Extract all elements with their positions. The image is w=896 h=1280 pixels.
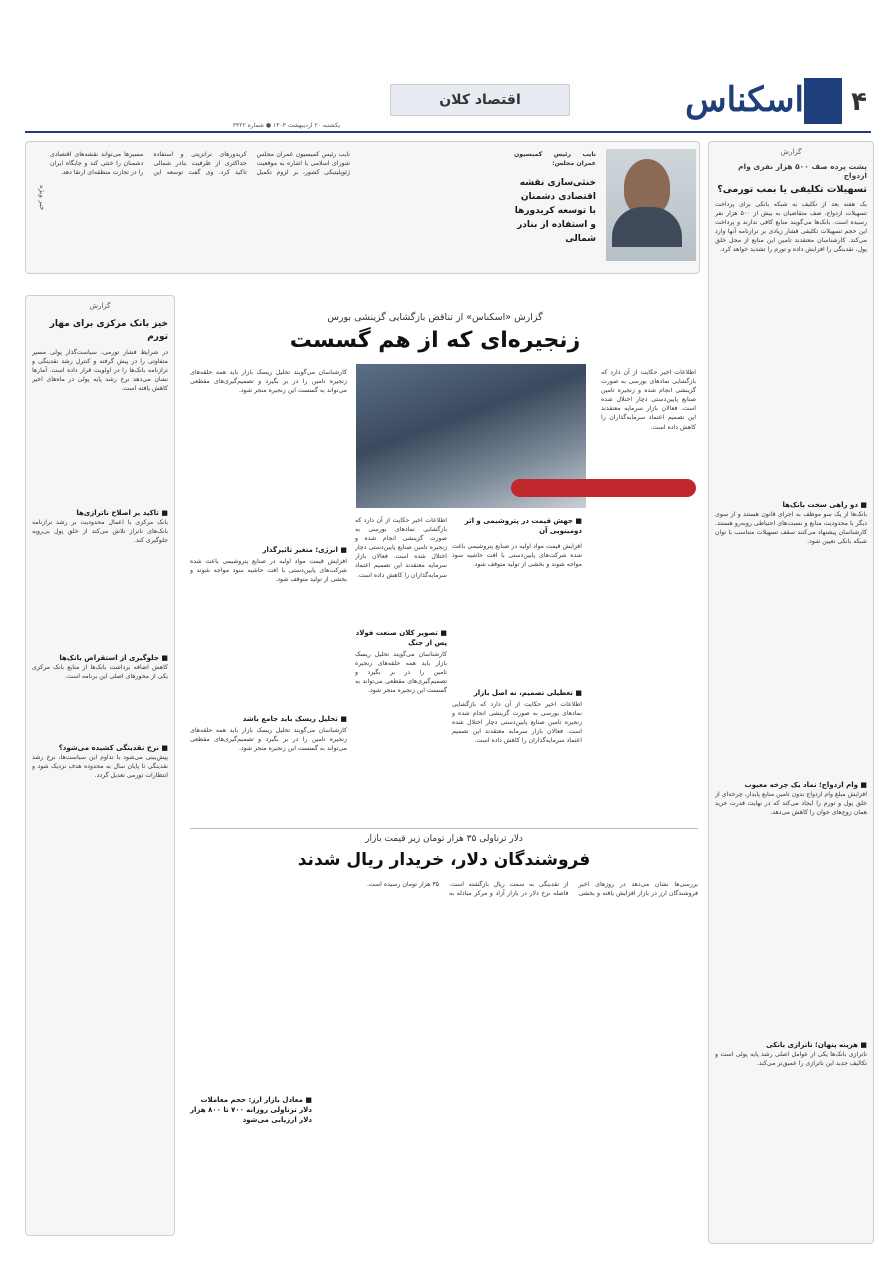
dateline: یکشنبه ۲۰ اردیبهشت ۱۴۰۳ ● شماره ۳۳۲۲ — [232, 122, 340, 129]
article-body: بانک‌ها از یک سو موظف به اجرای قانون هستند و از سوی دیگر با محدودیت منابع و نسبت‌های احتیاطی روبه‌رو هستند. کارشناسان پیشنهاد می‌کنند سقف تسهیلات متناسب با توان شبکه بانکی تعیین شود. — [715, 511, 867, 546]
article-body: پیش‌بینی می‌شود با تداوم این سیاست‌ها، نرخ رشد نقدینگی تا پایان سال به محدوده هدف نزدیک شود و انتظارات تورمی تعدیل گردد. — [32, 754, 168, 780]
article-subhead: ■ نرخ نقدینگی کشیده می‌شود؟ — [58, 744, 168, 752]
article-subhead: ■ وام ازدواج؛ نماد یک چرخه معیوب — [744, 781, 867, 789]
interview-body: نایب رئیس کمیسیون عمران مجلس شورای اسلامی با اشاره به موقعیت ژئوپلیتیکی کشور، بر لزوم تکمیل کریدورهای ترانزیتی و استفاده حداکثری از ظرفیت بنادر شمالی تاکید کرد. وی گفت توسعه این مسیرها می‌تواند نقشه‌های اقتصادی دشمنان را خنثی کند و جایگاه ایران را در تجارت منطقه‌ای ارتقا دهد. — [50, 151, 350, 177]
article-body: ناترازی بانک‌ها یکی از عوامل اصلی رشد پایه پولی است و تکالیف جدید این ناترازی را عمیق‌تر می‌کند. — [715, 1051, 867, 1068]
page-number: ۴ — [851, 87, 867, 117]
side-label: خبر ویژه — [38, 184, 46, 210]
feature-col-text: کارشناسان می‌گویند تحلیل ریسک بازار باید همه حلقه‌های زنجیره تامین را در بر بگیرد و تصمیم‌گیری‌های مقطعی می‌تواند به گسست این زنجیره منجر شود. — [355, 651, 447, 695]
feature-col-text: اطلاعات اخیر حکایت از آن دارد که بازگشایی نمادهای بورسی به صورت گزینشی انجام شده و زنجیره تامین صنایع پایین‌دستی دچار اختلال شده است. فعالان بازار سرمایه معتقدند این تصمیم اعتماد سرمایه‌گذاران را کاهش داده است. — [355, 517, 447, 579]
feature-col-text: اطلاعات اخیر حکایت از آن دارد که بازگشایی نمادهای بورسی به صورت گزینشی انجام شده و زنجیره تامین صنایع پایین‌دستی دچار اختلال شده است. فعالان بازار سرمایه معتقدند این تصمیم اعتماد سرمایه‌گذاران را کاهش داده است. — [452, 701, 582, 745]
article-subhead: ■ دو راهی سخت بانک‌ها — [782, 501, 867, 509]
bottom-headline: فروشندگان دلار، خریدار ریال شدند — [297, 850, 591, 870]
interview-caption — [514, 150, 596, 246]
masthead-logo: اسکناس — [685, 80, 804, 120]
article-headline: تسهیلات تکلیفی یا بمب تورمی؟ — [717, 184, 867, 195]
article-subhead: ■ هزینه پنهان؛ ناترازی بانکی — [766, 1041, 867, 1049]
feature-photo — [356, 364, 586, 508]
bottom-kicker: دلار ترناولی ۳۵ هزار تومان زیر قیمت بازار — [365, 834, 523, 844]
article-subhead: ■ تاکید بر اصلاح ناترازی‌ها — [76, 509, 168, 517]
article-body: کاهش اضافه برداشت بانک‌ها از منابع بانک مرکزی یکی از محورهای اصلی این برنامه است. — [32, 664, 168, 681]
header-rule — [25, 131, 871, 133]
right-report-box — [708, 141, 874, 1244]
feature-col-text: اطلاعات اخیر حکایت از آن دارد که بازگشایی نمادهای بورسی به صورت گزینشی انجام شده و زنجیره تامین صنایع پایین‌دستی دچار اختلال شده است. فعالان بازار سرمایه معتقدند این تصمیم اعتماد سرمایه‌گذاران را کاهش داده است. — [601, 369, 696, 431]
feature-subhead: ■ جهش قیمت در پتروشیمی و اثر دومینویی آن — [464, 517, 582, 535]
feature-subhead: ■ انرژی؛ متغیر تاثیرگذار — [262, 546, 347, 554]
feature-subhead: ■ تعطیلی تصمیم، نه اصل بازار — [473, 689, 582, 697]
article-subhead: ■ جلوگیری از استقراض بانک‌ها — [59, 654, 168, 662]
feature-col-text: افزایش قیمت مواد اولیه در صنایع پتروشیمی باعث شده شرکت‌های پایین‌دستی با افت حاشیه سود مواجه شوند و بخشی از تولید متوقف شود. — [452, 543, 582, 569]
report-tag: گزارش — [89, 302, 111, 310]
logo-badge — [804, 78, 842, 124]
section-title: اقتصاد کلان — [390, 84, 570, 116]
feature-col-text: کارشناسان می‌گویند تحلیل ریسک بازار باید همه حلقه‌های زنجیره تامین را در بر بگیرد و تصمیم‌گیری‌های مقطعی می‌تواند به گسست این زنجیره منجر شود. — [190, 727, 347, 753]
portrait-body — [612, 207, 682, 247]
interview-headline: خنثی‌سازی نقشه اقتصادی دشمنان با توسعه کریدورها و استفاده از بنادر شمالی — [514, 178, 596, 245]
bottom-body: بررسی‌ها نشان می‌دهد در روزهای اخیر فروشندگان ارز در بازار افزایش یافته و بخشی از نقدینگی به سمت ریال بازگشته است. فاصله نرخ دلار در بازار آزاد و مرکز مبادله به ۳۵ هزار تومان رسیده است. — [366, 881, 698, 898]
interviewee-photo — [606, 149, 696, 261]
feature-col-text: کارشناسان می‌گویند تحلیل ریسک بازار باید همه حلقه‌های زنجیره تامین را در بر بگیرد و تصمیم‌گیری‌های مقطعی می‌تواند به گسست این زنجیره منجر شود. — [190, 369, 347, 395]
red-rope — [511, 479, 696, 497]
article-headline: خیز بانک مرکزی برای مهار تورم — [49, 319, 168, 342]
article-kicker: پشت پرده صف ۵۰۰ هزار نفری وام ازدواج — [738, 162, 867, 180]
left-report-box — [25, 295, 175, 1236]
article-body: بانک مرکزی با اعمال محدودیت بر رشد ترازنامه بانک‌های ناتراز تلاش می‌کند از خلق پول بی‌رویه جلوگیری کند. — [32, 519, 168, 545]
article-body: یک هفته بعد از تکلیف به شبکه بانکی برای پرداخت تسهیلات ازدواج، صف متقاضیان به بیش از ۵۰۰ هزار نفر رسیده است. بانک‌ها می‌گویند منابع کافی ندارند و پرداخت این حجم تسهیلات تکلیفی فشار زیادی بر ترازنامه آنها وارد می‌کند. کارشناسان معتقدند تامین این منابع از محل خلق پول، نقدینگی را افزایش داده و تورم را تشدید خواهد کرد. — [715, 201, 867, 254]
article-body: افزایش مبلغ وام ازدواج بدون تامین منابع پایدار، چرخه‌ای از خلق پول و تورم را ایجاد می‌کند که در نهایت قدرت خرید همان زوج‌های جوان را کاهش می‌دهد. — [715, 791, 867, 817]
feature-subhead: ■ تصویر کلان صنعت فولاد پس از جنگ — [355, 629, 447, 647]
speaker-role: نایب رئیس کمیسیون عمران مجلس: — [514, 151, 596, 168]
feature-subhead: ■ تحلیل ریسک باید جامع باشد — [242, 715, 347, 723]
bottom-subhead: ■ معادل بازار ارز: حجم معاملات دلار ترناولی روزانه ۷۰۰ تا ۸۰۰ هزار دلار ارزیابی می‌شود — [189, 1096, 312, 1124]
feature-headline: زنجیره‌ای که از هم گسست — [289, 328, 581, 353]
report-tag: گزارش — [780, 148, 802, 156]
feature-kicker: گزارش «اسکناس» از تناقض بازگشایی گزینشی بورس — [327, 312, 543, 323]
bottom-rule — [190, 828, 698, 829]
article-body: در شرایط فشار تورمی، سیاست‌گذار پولی مسیر متفاوتی را در پیش گرفته و کنترل رشد نقدینگی و ترازنامه بانک‌ها را در اولویت قرار داده است. آمارها نشان می‌دهد نرخ رشد پایه پولی در ماه‌های اخیر کاهش یافته است. — [32, 349, 168, 393]
feature-col-text: افزایش قیمت مواد اولیه در صنایع پتروشیمی باعث شده شرکت‌های پایین‌دستی با افت حاشیه سود مواجه شوند و بخشی از تولید متوقف شود. — [190, 558, 347, 584]
